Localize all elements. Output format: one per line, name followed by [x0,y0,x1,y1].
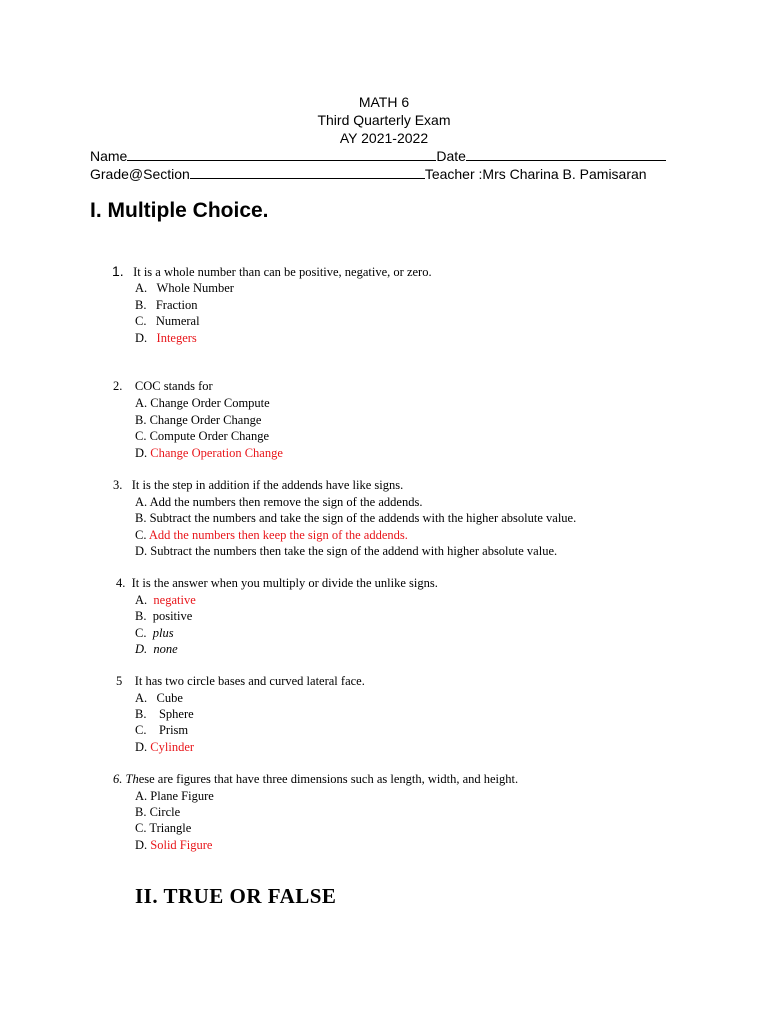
option-4d: D. none [135,642,178,656]
question-2 [113,378,213,394]
option-6b: B. Circle [135,805,181,819]
option-3d: D. Subtract the numbers then take the sign of the addend with higher absolute value. [135,544,558,558]
option-5c: C. Prism [135,723,189,737]
option-2a: A. Change Order Compute [135,396,270,410]
option-6c: C. Triangle [135,821,192,835]
question-number: 1. [112,263,124,279]
correct-answer: Solid Figure [150,838,213,852]
question-4 [116,575,438,591]
section-1-heading: I. Multiple Choice. [90,199,269,222]
exam-title: Third Quarterly Exam [317,112,451,128]
question-number: 5 [116,674,123,688]
question-text: It is the step in addition if the addends have like signs. [131,478,404,492]
option-6d: D. Solid Figure [135,838,213,852]
grade-blank[interactable] [190,166,425,179]
option-2d: D. Change Operation Change [135,446,283,460]
option-1b: B. Fraction [135,298,198,312]
option-6a: A. Plane Figure [135,789,214,803]
question-number: 3. [113,478,123,492]
option-3b: B. Subtract the numbers and take the sign of the addends with the higher absolute value. [135,511,577,525]
correct-answer: Add the numbers then keep the sign of the addends. [148,528,408,542]
question-5 [116,673,365,689]
question-1 [112,263,432,280]
option-4a: A. negative [135,593,196,607]
grade-field-row [90,166,647,182]
date-blank[interactable] [466,148,666,161]
question-6 [113,771,518,787]
option-3a: A. Add the numbers then remove the sign of the addends. [135,495,423,509]
question-text: It is a whole number than can be positive, negative, or zero. [133,265,432,279]
grade-label: Grade@Section [90,166,190,182]
correct-answer: Change Operation Change [150,446,283,460]
question-text: COC stands for [134,379,213,393]
question-number: 4. [116,576,126,590]
question-3 [113,477,403,493]
option-1c: C. Numeral [135,314,200,328]
option-5b: B. Sphere [135,707,194,721]
option-4c: C. plus [135,626,174,640]
correct-answer: Cylinder [150,740,195,754]
option-4b: B. positive [135,609,193,623]
question-number: 6. Th [113,772,139,786]
correct-answer: negative [153,593,196,607]
name-blank[interactable] [127,148,436,161]
name-field-row [90,148,666,164]
option-2c: C. Compute Order Change [135,429,270,443]
option-2b: B. Change Order Change [135,413,262,427]
date-label: Date [436,148,466,164]
question-number: 2. [113,379,123,393]
academic-year: AY 2021-2022 [339,130,429,146]
name-label: Name [90,148,128,164]
option-1a: A. Whole Number [135,281,234,295]
option-5a: A. Cube [135,691,183,705]
option-3c: C. Add the numbers then keep the sign of the addends. [135,528,408,542]
question-text: It has two circle bases and curved lateral face. [134,674,365,688]
section-2-heading: II. TRUE OR FALSE [135,884,337,908]
teacher-label: Teacher :Mrs Charina B. Pamisaran [424,166,647,182]
question-text: ese are figures that have three dimensions such as length, width, and height. [138,772,519,786]
correct-answer: Integers [156,331,197,345]
question-text: It is the answer when you multiply or divide the unlike signs. [131,576,438,590]
option-1d: D. Integers [135,331,197,345]
subject-title: MATH 6 [358,94,410,110]
option-5d: D. Cylinder [135,740,195,754]
